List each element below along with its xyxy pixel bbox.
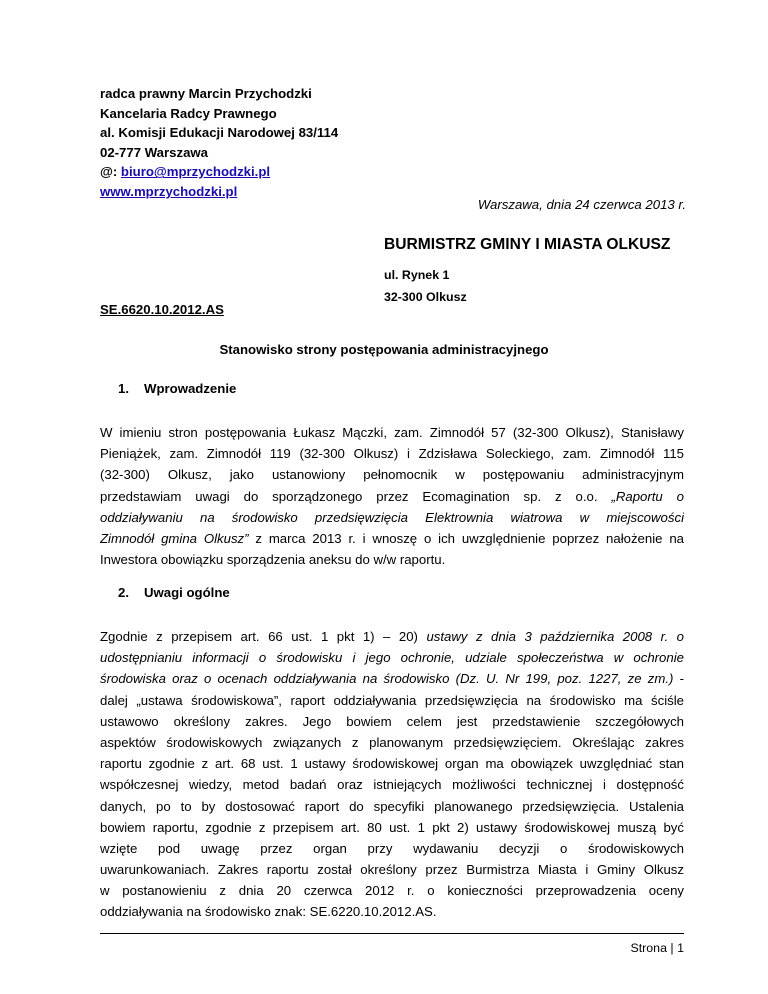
section-number: 1. [118,381,129,396]
section-heading-1 [118,381,236,396]
footer-divider [100,933,684,934]
section-title: Wprowadzenie [144,381,237,396]
paragraph-line: Inwestora obowiązku sporządzenia aneksu do w/w raportu. [100,552,446,568]
paragraph-line: raportu zgodnie z art. 68 ust. 1 ustawy środowiskowej organ ma obowiązek uwzględniać stan [100,756,684,772]
paragraph-line: udostępnianiu informacji o środowisku i jego ochronie, udziale społeczeństwa w ochronie [100,650,684,666]
paragraph-line: aspektów środowiskowych związanych z planowanym przedsięwzięciem. Określając zakres [100,734,684,750]
recipient-name: BURMISTRZ GMINY I MIASTA OLKUSZ [384,236,671,253]
sender-email-row [100,162,338,182]
email-link[interactable]: biuro@mprzychodzki.pl [120,164,271,180]
sender-block [100,84,338,202]
sender-city: 02-777 Warszawa [100,144,209,160]
paragraph-line: Pieniążek, zam. Zimnodół 119 (32-300 Olkusz) i Zdzisława Soleckiego, zam. Zimnodół 115 [100,446,684,462]
paragraph-line: Zimnodół gmina Olkusz” z marca 2013 r. i wnoszę o ich uwzględnienie poprzez nałożenie na [100,530,684,546]
paragraph-line: oddziaływaniu na środowisko przedsięwzięcia Elektrownia wiatrowa w miejscowości [100,509,684,525]
section-title: Uwagi ogólne [144,585,230,600]
sender-office: Kancelaria Radcy Prawnego [100,105,277,121]
website-link[interactable]: www.mprzychodzki.pl [100,183,238,199]
paragraph-line: Zgodnie z przepisem art. 66 ust. 1 pkt 1) – 20) ustawy z dnia 3 października 2008 r. o [100,629,684,644]
sender-name: radca prawny Marcin Przychodzki [100,86,312,101]
paragraph-line: wzięte pod uwagę przez organ przy wydawaniu decyzji o środowiskowych [100,840,684,856]
recipient-block [384,236,670,308]
paragraph-line: (32-300) Olkusz, jako ustanowiony pełnomocnik w postępowaniu administracyjnym [100,467,684,483]
section-heading-2 [118,585,230,600]
page-label: Strona [630,941,667,955]
section-number: 2. [118,585,129,600]
paragraph-line: współczesnej wiedzy, metod badań oraz istniejących możliwości technicznej i dostępność [100,777,684,793]
section-paragraph-1 [100,422,684,570]
paragraph-line: oddziaływania na środowisko znak: SE.6220.10.2012.AS. [100,904,437,920]
paragraph-line: danych, po to by dostosować raport do specyfiki planowanego przedsięwzięcia. Ustalenia [100,798,684,814]
paragraph-line: ustawowo określony zakres. Jego bowiem celem jest przedstawienie szczegółowych [100,713,684,729]
recipient-city: 32-300 Olkusz [384,290,467,304]
email-prefix: @: [100,164,121,180]
paragraph-line: uwarunkowaniach. Zakres raportu został określony przez Burmistrza Miasta i Gminy Olkusz [100,862,684,878]
paragraph-line: dalej „ustawa środowiskowa”, raport oddziaływania przedsięwzięcia na środowisko ma ściśle [100,692,684,708]
sender-website-row [100,182,338,202]
page-footer [630,941,684,955]
document-date: Warszawa, dnia 24 czerwca 2013 r. [477,197,686,212]
case-reference: SE.6620.10.2012.AS [100,302,224,317]
sender-street: al. Komisji Edukacji Narodowej 83/114 [100,125,339,141]
paragraph-line: bowiem raportu, zgodnie z przepisem art. 80 ust. 1 pkt 2) ustawy środowiskowej muszą być [100,819,684,835]
paragraph-line: w postanowieniu z dnia 20 czerwca 2012 r. o konieczności przeprowadzenia oceny [100,883,684,899]
paragraph-line: przedstawiam uwagi do sporządzonego przez Ecomagination sp. z o.o. „Raportu o [100,488,684,504]
document-title: Stanowisko strony postępowania administracyjnego [219,342,549,357]
recipient-street: ul. Rynek 1 [384,268,450,282]
page-separator: | [670,941,674,955]
page-number: 1 [677,941,684,955]
section-paragraph-2 [100,626,684,923]
paragraph-line: W imieniu stron postępowania Łukasz Mączki, zam. Zimnodół 57 (32-300 Olkusz), Stanisławy [100,425,684,440]
paragraph-line: środowiska oraz o ocenach oddziaływania na środowisko (Dz. U. Nr 199, poz. 1227, ze zm.) - [100,671,684,687]
